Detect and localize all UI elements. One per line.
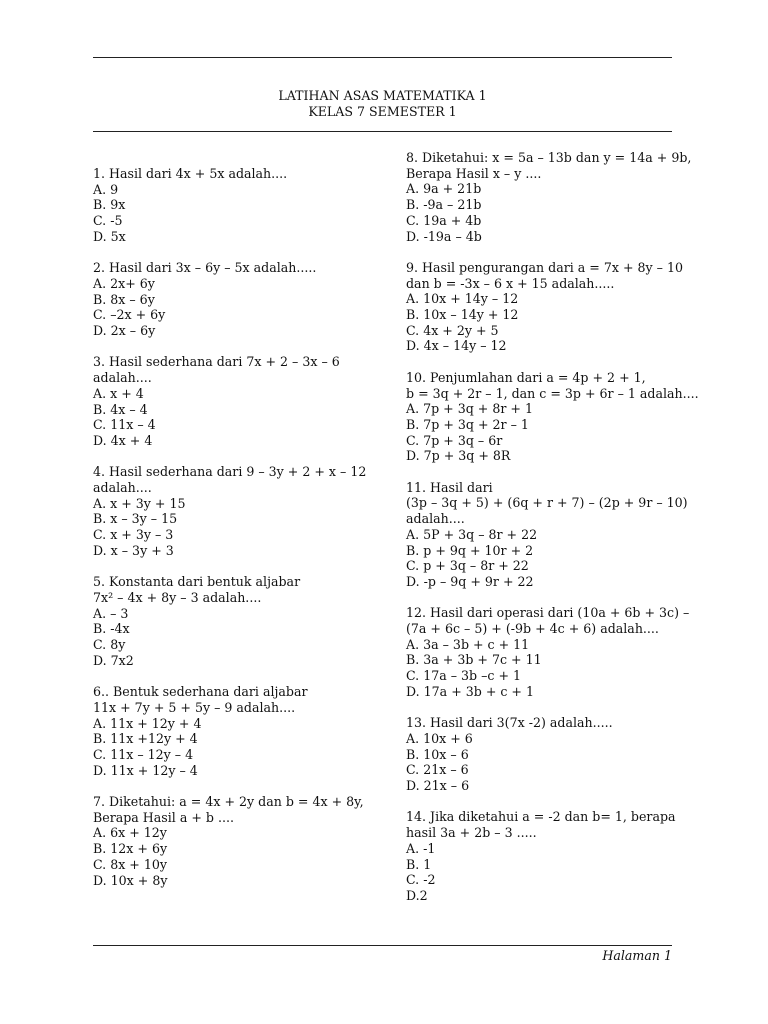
answer-option: C. 4x + 2y + 5	[406, 322, 499, 338]
answer-option: A. 11x + 12y + 4	[93, 715, 202, 731]
page-subtitle: KELAS 7 SEMESTER 1	[308, 104, 457, 119]
question-text: (3p – 3q + 5) + (6q + r + 7) – (2p + 9r – 10)	[406, 495, 688, 511]
answer-option: D. 7p + 3q + 8R	[406, 448, 511, 464]
answer-option: B. 7p + 3q + 2r – 1	[406, 416, 529, 432]
answer-option: C. –2x + 6y	[93, 307, 166, 323]
answer-option: C. 21x – 6	[406, 762, 469, 778]
question-text: 7x² – 4x + 8y – 3 adalah....	[93, 589, 262, 605]
answer-option: A. 9	[93, 181, 119, 197]
top-rule	[93, 57, 672, 58]
answer-option: A. 2x+ 6y	[93, 275, 155, 291]
answer-option: D. 10x + 8y	[93, 872, 168, 888]
answer-option: D. 11x + 12y – 4	[93, 762, 198, 778]
answer-option: C. 11x – 4	[93, 417, 156, 433]
answer-option: B. 4x – 4	[93, 401, 148, 417]
question-text: 11. Hasil dari	[406, 479, 493, 495]
answer-option: B. 12x + 6y	[93, 841, 168, 857]
question	[406, 715, 676, 794]
answer-option: B. 3a + 3b + 7c + 11	[406, 652, 542, 668]
question	[406, 259, 683, 354]
answer-option: A. x + 3y + 15	[93, 495, 186, 511]
question	[93, 574, 383, 668]
answer-option: A. -1	[406, 840, 436, 856]
question	[406, 479, 688, 590]
answer-option: D. 21x – 6	[406, 778, 470, 794]
answer-option: B. 10x – 6	[406, 746, 469, 762]
answer-option: D. 4x – 14y – 12	[406, 338, 507, 354]
answer-option: C. -5	[93, 213, 123, 229]
question-text: 4. Hasil sederhana dari 9 – 3y + 2 + x – 12	[93, 464, 367, 480]
question-text: adalah....	[406, 511, 465, 527]
question	[93, 684, 383, 778]
question-text: dan b = -3x – 6 x + 15 adalah.....	[406, 275, 615, 291]
answer-option: C. 11x – 12y – 4	[93, 746, 194, 762]
question-text: 5. Konstanta dari bentuk aljabar	[93, 574, 301, 590]
answer-option: A. 9a + 21b	[406, 181, 482, 197]
question-text: 10. Penjumlahan dari a = 4p + 2 + 1,	[406, 369, 646, 385]
answer-option: C. -2	[406, 872, 436, 888]
answer-option: C. p + 3q – 8r + 22	[406, 558, 529, 574]
answer-option: D. x – 3y + 3	[93, 542, 174, 558]
question-text: 9. Hasil pengurangan dari a = 7x + 8y – 10	[406, 259, 683, 275]
answer-option: B. p + 9q + 10r + 2	[406, 542, 534, 558]
answer-option: A. 5P + 3q – 8r + 22	[406, 526, 538, 542]
question-text: 12. Hasil dari operasi dari (10a + 6b + 3c) –	[406, 605, 690, 621]
answer-option: A. 3a – 3b + c + 11	[406, 636, 530, 652]
question-text: adalah....	[93, 370, 152, 386]
header	[93, 88, 672, 120]
answer-option: D. 4x + 4	[93, 432, 153, 448]
question-text: Berapa Hasil x – y ....	[406, 165, 542, 181]
answer-option: C. x + 3y – 3	[93, 527, 174, 543]
answer-option: B. 10x – 14y + 12	[406, 307, 519, 323]
left-column	[93, 166, 383, 904]
question-text: (7a + 6c – 5) + (-9b + 4c + 6) adalah....	[406, 621, 659, 637]
page-number: Halaman 1	[602, 948, 672, 963]
question-text: 6.. Bentuk sederhana dari aljabar	[93, 684, 308, 700]
answer-option: B. 9x	[93, 197, 126, 213]
answer-option: B. -4x	[93, 621, 130, 637]
answer-option: D. -p – 9q + 9r + 22	[406, 573, 534, 589]
question	[406, 809, 676, 903]
question-text: 1. Hasil dari 4x + 5x adalah....	[93, 166, 288, 181]
answer-option: A. 10x + 14y – 12	[406, 291, 519, 307]
answer-option: C. 19a + 4b	[406, 212, 482, 228]
question-text: hasil 3a + 2b – 3 .....	[406, 825, 537, 841]
question	[93, 794, 383, 888]
answer-option: C. 17a – 3b –c + 1	[406, 668, 522, 684]
answer-option: A. 10x + 6	[406, 730, 473, 746]
question-text: Berapa Hasil a + b ....	[93, 809, 234, 825]
answer-option: B. 8x – 6y	[93, 291, 155, 307]
question-text: 11x + 7y + 5 + 5y – 9 adalah....	[93, 699, 296, 715]
answer-option: D. 5x	[93, 228, 126, 244]
footer-rule	[93, 945, 672, 946]
answer-option: B. 11x +12y + 4	[93, 731, 198, 747]
answer-option: D.2	[406, 887, 428, 903]
answer-option: B. -9a – 21b	[406, 197, 482, 213]
answer-option: D. -19a – 4b	[406, 228, 482, 244]
question-text: 14. Jika diketahui a = -2 dan b= 1, berapa	[406, 809, 676, 825]
answer-option: A. – 3	[93, 605, 129, 621]
page-title: LATIHAN ASAS MATEMATIKA 1	[278, 88, 487, 103]
answer-option: C. 8x + 10y	[93, 856, 168, 872]
answer-option: B. 1	[406, 856, 432, 872]
question-text: 13. Hasil dari 3(7x -2) adalah.....	[406, 715, 613, 731]
question	[406, 605, 690, 699]
question-text: 2. Hasil dari 3x – 6y – 5x adalah.....	[93, 260, 317, 276]
answer-option: C. 8y	[93, 637, 126, 653]
answer-option: A. 6x + 12y	[93, 825, 167, 841]
question	[93, 260, 383, 339]
right-column	[406, 150, 699, 919]
question-text: 3. Hasil sederhana dari 7x + 2 – 3x – 6	[93, 354, 340, 370]
question	[93, 464, 383, 558]
answer-option: A. 7p + 3q + 8r + 1	[406, 401, 533, 417]
header-rule	[93, 131, 672, 132]
question	[406, 150, 692, 244]
question-text: b = 3q + 2r – 1, dan c = 3p + 6r – 1 adalah....	[406, 385, 699, 401]
answer-option: D. 7x2	[93, 652, 134, 668]
question-text: 8. Diketahui: x = 5a – 13b dan y = 14a + 9b,	[406, 150, 692, 165]
answer-option: D. 17a + 3b + c + 1	[406, 683, 535, 699]
question	[406, 369, 699, 464]
answer-option: B. x – 3y – 15	[93, 511, 178, 527]
question-text: 7. Diketahui: a = 4x + 2y dan b = 4x + 8y,	[93, 794, 364, 810]
question	[93, 354, 383, 448]
answer-option: D. 2x – 6y	[93, 323, 156, 339]
question-text: adalah....	[93, 480, 152, 496]
answer-option: C. 7p + 3q – 6r	[406, 432, 503, 448]
answer-option: A. x + 4	[93, 385, 144, 401]
question	[93, 166, 383, 245]
